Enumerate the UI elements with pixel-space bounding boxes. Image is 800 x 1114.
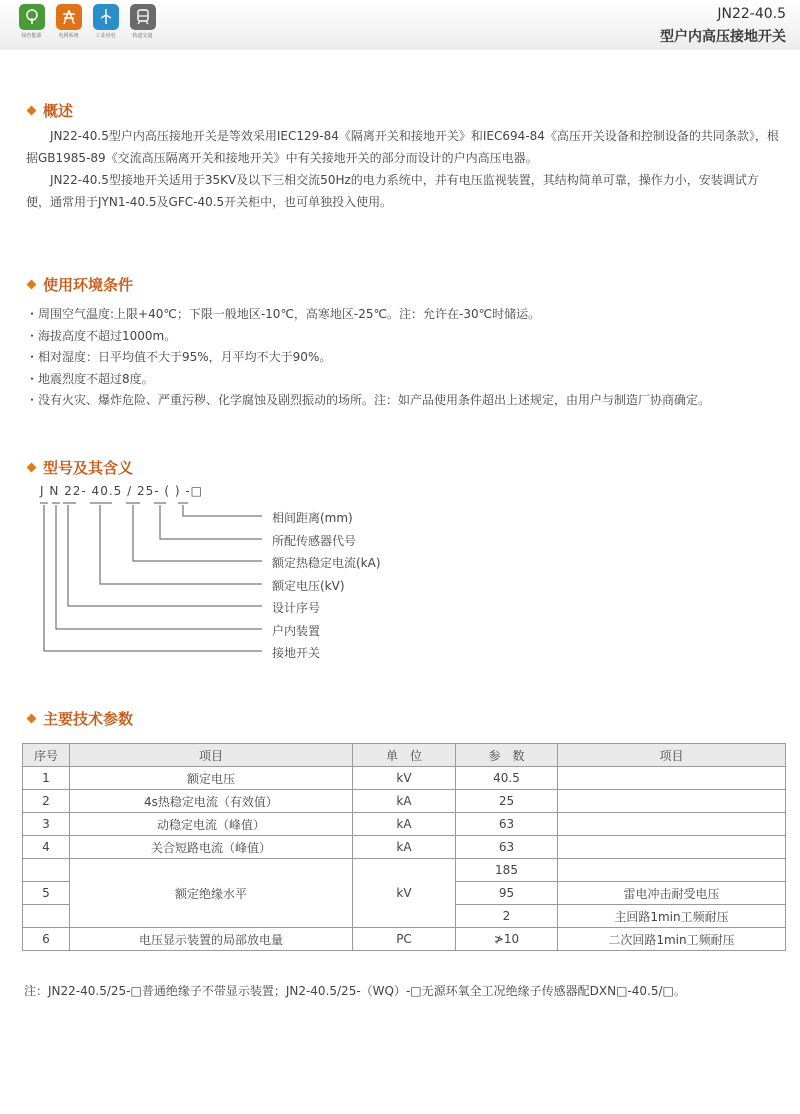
- section-title-text: 主要技术参数: [43, 710, 134, 728]
- table-cell: kA: [353, 790, 456, 813]
- column-header: 序号: [23, 744, 70, 767]
- table-cell: 63: [456, 813, 558, 836]
- table-cell: 二次回路1min工频耐压: [558, 928, 786, 951]
- diamond-bullet-icon: [27, 714, 37, 724]
- section-title-text: 型号及其含义: [43, 459, 134, 477]
- table-cell: 3: [23, 813, 70, 836]
- table-cell: [558, 767, 786, 790]
- column-header: 项目: [558, 744, 786, 767]
- table-cell: 额定绝缘水平: [70, 859, 353, 928]
- list-item: ・海拔高度不超过1000m。: [26, 328, 177, 343]
- table-cell: 电压显示装置的局部放电量: [70, 928, 353, 951]
- table-cell: 2: [23, 790, 70, 813]
- table-cell: 额定电压: [70, 767, 353, 790]
- list-item: ・相对湿度：日平均值不大于95%，月平均不大于90%。: [26, 350, 332, 364]
- overview-paragraph-1: JN22-40.5型户内高压接地开关是等效采用IEC129-84《隔离开关和接地开关》和IEC694-84《高压开关设备和控制设备的共同条款》，根据GB1985-89《交流高压隔离开关和接地开关》中有关接地开关的部分而设计的户内高压电器。: [26, 129, 779, 165]
- section-title-params: [28, 708, 133, 729]
- table-cell: 动稳定电流（峰值）: [70, 813, 353, 836]
- table-cell: [558, 813, 786, 836]
- list-item: ・周围空气温度:上限+40℃；下限一般地区-10℃，高寒地区-25℃。注：允许在-30℃时储运。: [26, 307, 541, 321]
- table-row: [23, 767, 786, 790]
- icon-caption: 工业用电: [95, 33, 116, 39]
- list-item: ・没有火灾、爆炸危险、严重污秽、化学腐蚀及剧烈振动的场所。注：如产品使用条件超出上述规定，由用户与制造厂协商确定。: [26, 393, 711, 407]
- table-row: [23, 928, 786, 951]
- section-title-text: 概述: [43, 102, 74, 120]
- icon-caption: 电网系统: [58, 33, 79, 39]
- params-table: [22, 743, 786, 951]
- table-cell: 1: [23, 767, 70, 790]
- table-cell: 63: [456, 836, 558, 859]
- model-label-earthing-switch: 接地开关: [272, 646, 321, 660]
- table-cell: kV: [353, 767, 456, 790]
- table-cell: 4: [23, 836, 70, 859]
- table-cell: 95: [456, 882, 558, 905]
- model-label-design-serial: 设计序号: [272, 601, 321, 615]
- table-cell: [558, 790, 786, 813]
- table-cell: 185: [456, 859, 558, 882]
- table-cell: kA: [353, 813, 456, 836]
- overview-paragraph-2: JN22-40.5型接地开关适用于35KV及以下三相交流50Hz的电力系统中，并有电压监视装置，其结构简单可靠，操作力小，安装调试方便，通常用于JYN1-40.5及GFC-40.5开关柜中，也可单独投入使用。: [26, 173, 759, 209]
- model-label-rated-voltage: 额定电压(kV): [272, 579, 345, 593]
- table-cell: 40.5: [456, 767, 558, 790]
- table-cell: PC: [353, 928, 456, 951]
- table-cell: kA: [353, 836, 456, 859]
- column-header: 参 数: [456, 744, 558, 767]
- table-cell: [558, 836, 786, 859]
- table-cell: ≯10: [456, 928, 558, 951]
- icon-caption: 绿色能源: [21, 33, 42, 39]
- table-cell: 25: [456, 790, 558, 813]
- table-row: [23, 790, 786, 813]
- table-row: [23, 813, 786, 836]
- table-cell: 主回路1min工频耐压: [558, 905, 786, 928]
- section-title-text: 使用环境条件: [43, 276, 134, 294]
- table-row: [23, 836, 786, 859]
- table-cell: 关合短路电流（峰值）: [70, 836, 353, 859]
- model-label-phase-distance: 相间距离(mm): [272, 511, 353, 525]
- table-cell: kV: [353, 859, 456, 928]
- table-row: [23, 859, 786, 882]
- table-cell: [558, 859, 786, 882]
- table-cell: 5: [23, 882, 70, 905]
- model-label-sensor-code: 所配传感器代号: [272, 534, 357, 548]
- list-item: ・地震烈度不超过8度。: [26, 371, 154, 386]
- model-label-indoor: 户内装置: [272, 624, 321, 638]
- icon-caption: 轨道交通: [132, 33, 153, 39]
- column-header: 项目: [70, 744, 353, 767]
- product-subtitle: 型户内高压接地开关: [660, 29, 786, 45]
- model-code: J N 22- 40.5 / 25- ( ) -□: [40, 484, 204, 498]
- model-number: JN22-40.5: [717, 6, 786, 22]
- table-header-row: [23, 744, 786, 767]
- table-cell: 雷电冲击耐受电压: [558, 882, 786, 905]
- column-header: 单 位: [353, 744, 456, 767]
- model-label-thermal-current: 额定热稳定电流(kA): [272, 556, 381, 570]
- table-cell: [23, 859, 70, 882]
- table-cell: [23, 905, 70, 928]
- table-cell: 4s热稳定电流（有效值）: [70, 790, 353, 813]
- table-cell: 6: [23, 928, 70, 951]
- table-cell: 2: [456, 905, 558, 928]
- footnote: 注：JN22-40.5/25-□普通绝缘子不带显示装置；JN2-40.5/25-（WQ）-□无源环氧全工况绝缘子传感器配DXN□-40.5/□。: [24, 984, 686, 998]
